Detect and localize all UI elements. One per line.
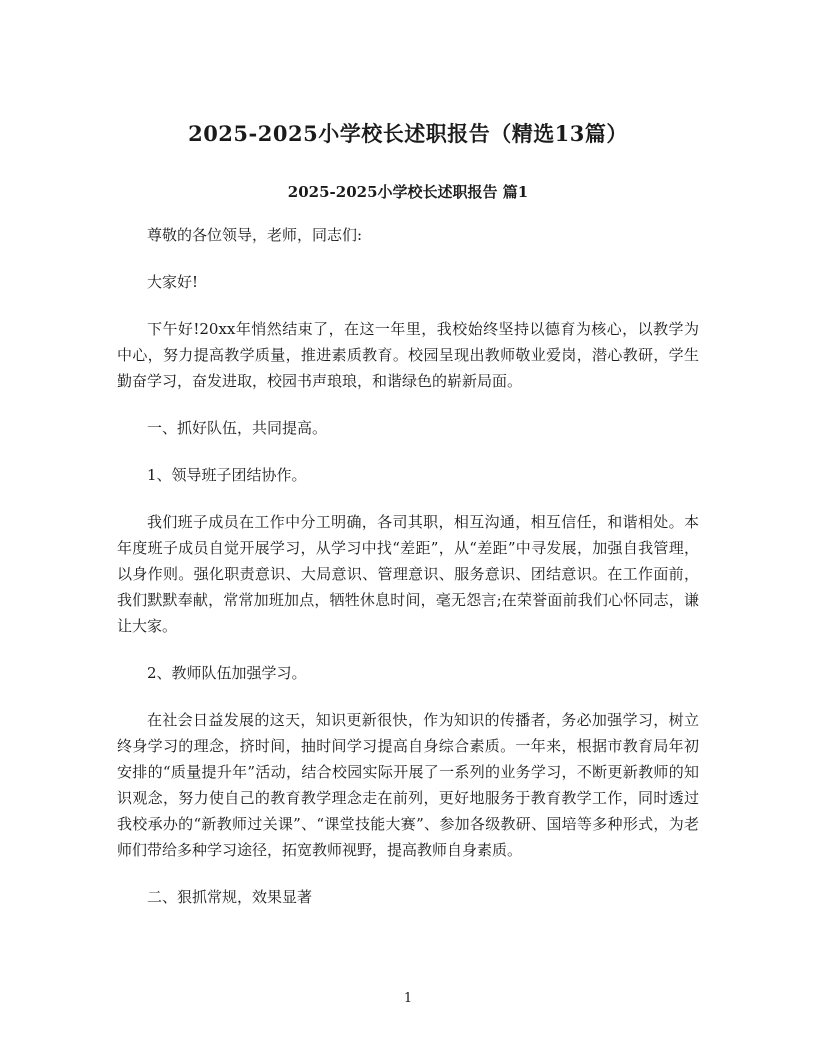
heading-routine: 二、狠抓常规，效果显著: [147, 888, 313, 906]
document-body: [117, 222, 699, 931]
paragraph-greeting: 大家好!: [147, 273, 199, 291]
subheading-leadership: 1、领导班子团结协作。: [147, 466, 307, 484]
page-number: 1: [403, 991, 413, 1006]
paragraph-leadership: 我们班子成员在工作中分工明确，各司其职，相互沟通，相互信任，和谐相处。本年度班子成员自觉开展学习，从学习中找“差距”，从“差距”中寻发展，加强自我管理，以身作则。强化职责意识、大局意识、管理意识、服务意识、团结意识。在工作面前，我们默默奉献，常常加班加点，牺牲休息时间，毫无怨言;在荣誉面前我们心怀同志，谦让大家。: [117, 513, 699, 635]
document-title: 2025-2025小学校长述职报告（精选13篇）: [188, 121, 628, 146]
heading-team: 一、抓好队伍，共同提高。: [147, 419, 328, 437]
paragraph-intro: 下午好!20xx年悄然结束了，在这一年里，我校始终坚持以德育为核心，以教学为中心，努力提高教学质量，推进素质教育。校园呈现出教师敬业爱岗，潜心教研，学生勤奋学习，奋发进取，校园书声琅琅，和谐绿色的崭新局面。: [117, 320, 699, 390]
section-title: 2025-2025小学校长述职报告 篇1: [287, 183, 529, 201]
subheading-teacher-learning: 2、教师队伍加强学习。: [147, 664, 307, 682]
paragraph-salutation: 尊敬的各位领导，老师，同志们:: [147, 226, 363, 244]
paragraph-teacher-learning: 在社会日益发展的这天，知识更新很快，作为知识的传播者，务必加强学习，树立终身学习的理念，挤时间，抽时间学习提高自身综合素质。一年来，根据市教育局年初安排的“质量提升年”活动，结合校园实际开展了一系列的业务学习，不断更新教师的知识观念，努力使自己的教育教学理念走在前列，更好地服务于教育教学工作，同时透过我校承办的“新教师过关课”、“课堂技能大赛”、参加各级教研、国培等多种形式，为老师们带给多种学习途径，拓宽教师视野，提高教师自身素质。: [117, 711, 699, 859]
